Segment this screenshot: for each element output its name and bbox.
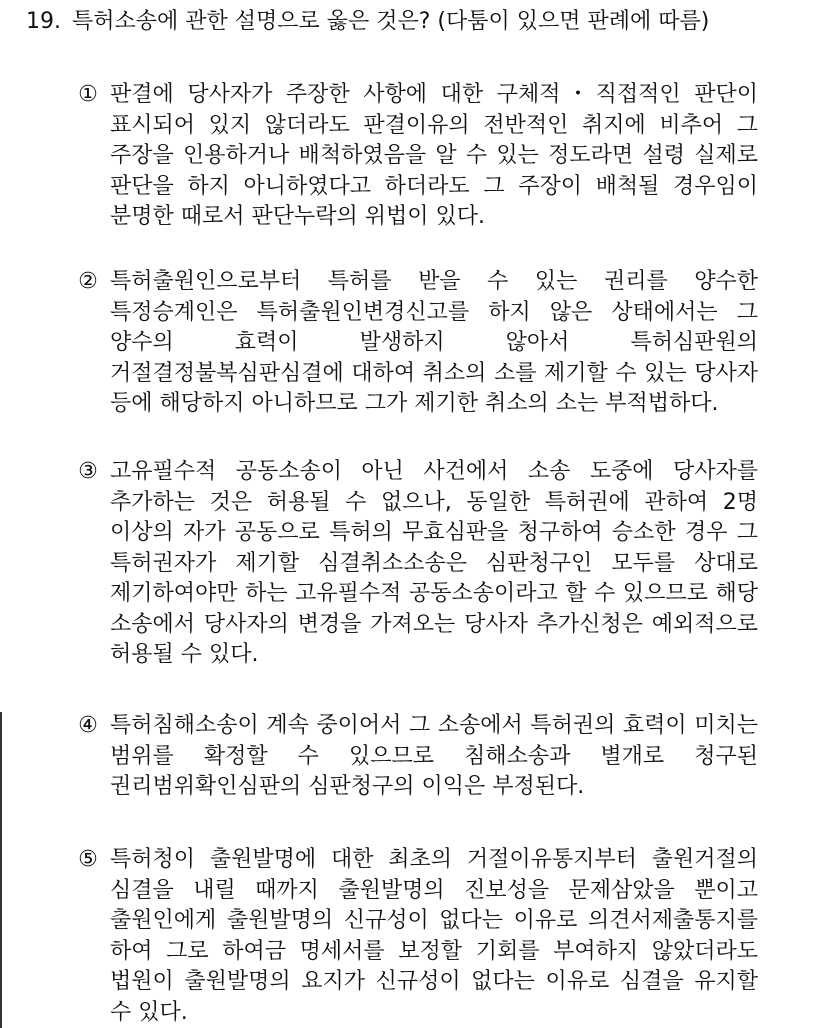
choice-marker-3: ③	[78, 459, 98, 484]
margin-rule	[0, 712, 2, 1028]
choice-marker-1: ①	[78, 82, 98, 107]
question-number: 19.	[26, 9, 61, 34]
choice-text-4: 특허침해소송이 계속 중이어서 그 소송에서 특허권의 효력이 미치는 범위를 확정할 수 있으므로 침해소송과 별개로 청구된 권리범위확인심판의 심판청구의 이익은 부정된다.	[110, 713, 758, 799]
choice-text-5: 특허청이 출원발명에 대한 최초의 거절이유통지부터 출원거절의 심결을 내릴 때까지 출원발명의 진보성을 문제삼았을 뿐이고 출원인에게 출원발명의 신규성이 없다는 이유로 의견서제출통지를 하여 그로 하여금 명세서를 보정할 기회를 부여하지 않았더라도 법원이 출원발명의 요지가 신규성이 없다는 이유로 심결을 유지할 수 있다.	[110, 847, 758, 1025]
choice-text-2: 특허출원인으로부터 특허를 받을 수 있는 권리를 양수한 특정승계인은 특허출원인변경신고를 하지 않은 상태에서는 그 양수의 효력이 발생하지 않아서 특허심판원의 거절결정불복심판심결에 대하여 취소의 소를 제기할 수 있는 당사자 등에 해당하지 아니하므로 그가 제기한 취소의 소는 부적법하다.	[110, 269, 758, 416]
choice-marker-2: ②	[78, 269, 98, 294]
choice-marker-5: ⑤	[78, 847, 98, 872]
question-stem: 특허소송에 관한 설명으로 옳은 것은? (다툼이 있으면 판례에 따름)	[72, 9, 710, 34]
choice-text-3: 고유필수적 공동소송이 아닌 사건에서 소송 도중에 당사자를 추가하는 것은 허용될 수 없으나, 동일한 특허권에 관하여 2명 이상의 자가 공동으로 특허의 무효심판을 청구하여 승소한 경우 그 특허권자가 제기할 심결취소소송은 심판청구인 모두를 상대로 제기하여야만 하는 고유필수적 공동소송이라고 할 수 있으므로 해당 소송에서 당사자의 변경을 가져오는 당사자 추가신청은 예외적으로 허용될 수 있다.	[110, 459, 758, 667]
choice-text-1: 판결에 당사자가 주장한 사항에 대한 구체적・직접적인 판단이 표시되어 있지 않더라도 판결이유의 전반적인 취지에 비추어 그 주장을 인용하거나 배척하였음을 알 수 있는 정도라면 설령 실제로 판단을 하지 아니하였다고 하더라도 그 주장이 배척될 경우임이 분명한 때로서 판단누락의 위법이 있다.	[110, 82, 758, 229]
choice-marker-4: ④	[78, 713, 98, 738]
